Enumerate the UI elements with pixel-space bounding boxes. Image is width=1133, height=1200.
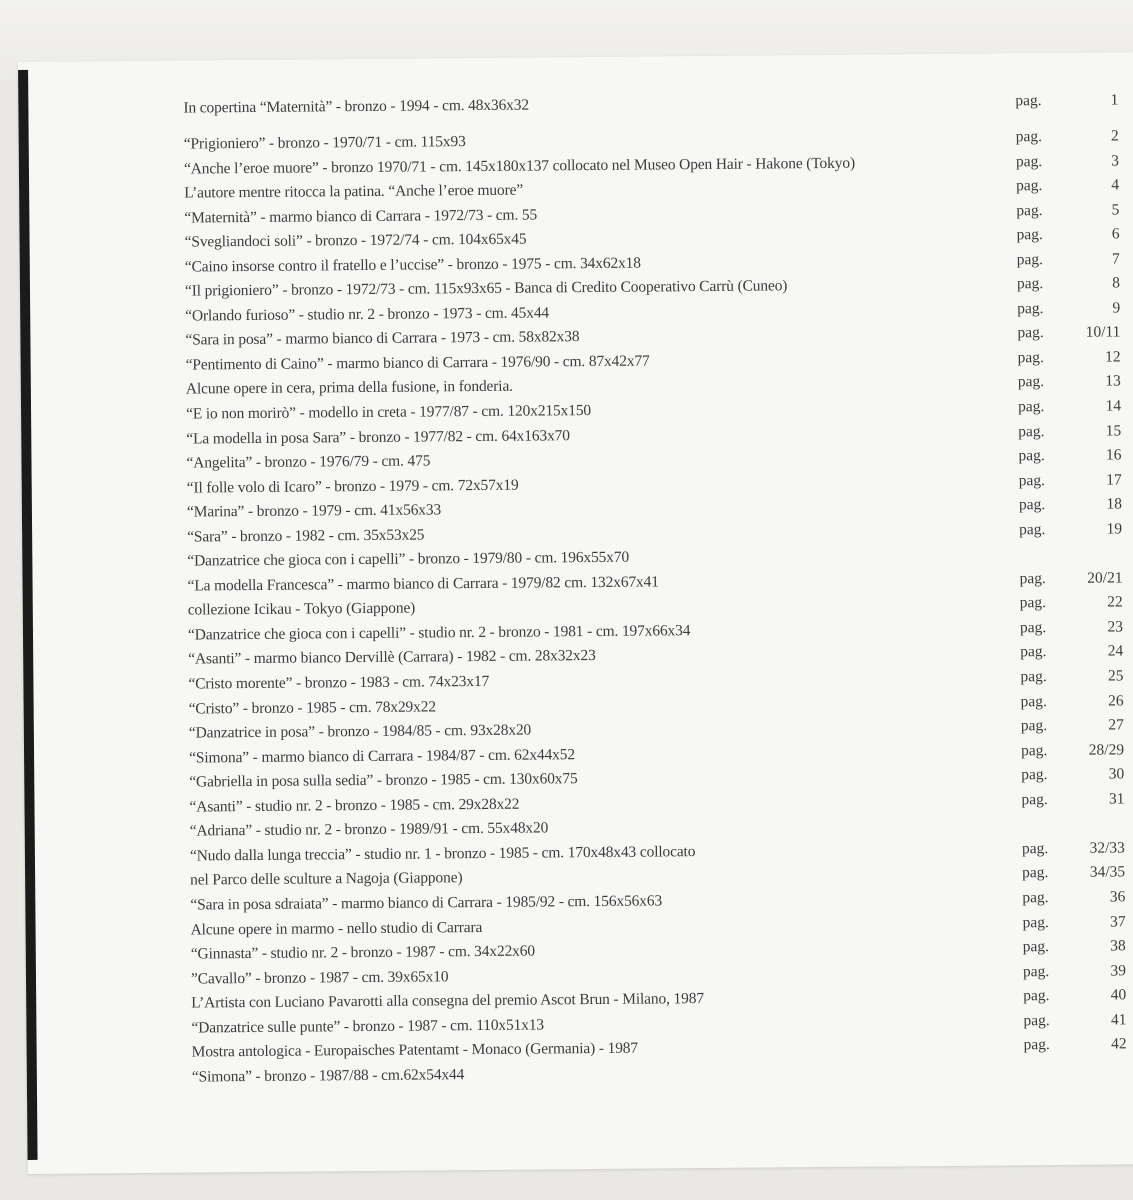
toc-entry-description: Alcune opere in cera, prima della fusione, in fonderia. [185, 378, 513, 399]
toc-pag-label: pag. [1020, 717, 1048, 735]
toc-entry-description: “Sara” - bronzo - 1982 - cm. 35x53x25 [187, 526, 425, 546]
toc-pag-label: pag. [1016, 250, 1044, 269]
toc-pag-label: pag. [1017, 348, 1044, 367]
toc-entry-description: ”Cavallo” - bronzo - 1987 - cm. 39x65x10 [190, 967, 449, 988]
toc-pag-label: pag. [1020, 668, 1047, 686]
toc-entry-description: “Danzatrice che gioca con i capelli” - studio nr. 2 - bronzo - 1981 - cm. 197x66x34 [187, 622, 691, 644]
toc-pag-label: pag. [1021, 790, 1048, 809]
binding-spine [18, 70, 38, 1160]
toc-entry-description: “Asanti” - studio nr. 2 - bronzo - 1985 - cm. 29x28x22 [189, 795, 520, 816]
toc-entry-description: “Svegliandoci soli” - bronzo - 1972/74 - cm. 104x65x45 [184, 230, 527, 251]
toc-page-number: 23 [1107, 618, 1124, 636]
catalog-page [18, 52, 1133, 1174]
toc-pag-label: pag. [1018, 447, 1045, 465]
toc-pag-label: pag. [1020, 741, 1048, 759]
toc-page-number: 7 [1111, 250, 1120, 268]
toc-pag-label: pag. [1017, 373, 1045, 391]
toc-page-number: 15 [1105, 421, 1122, 440]
toc-page-number: 16 [1105, 446, 1122, 464]
toc-pag-label: pag. [1023, 987, 1050, 1005]
toc-entry-description: “La modella Francesca” - marmo bianco di Carrara - 1979/82 cm. 132x67x41 [187, 573, 659, 595]
toc-page-number: 17 [1106, 471, 1122, 489]
toc-pag-label: pag. [1022, 888, 1049, 907]
toc-page-number: 4 [1111, 176, 1120, 194]
toc-entry-description: “Il prigioniero” - bronzo - 1972/73 - cm. 115x93x65 - Banca di Credito Cooperativo Carrù (Cuneo) [184, 277, 788, 300]
toc-pag-label: pag. [1018, 496, 1046, 514]
toc-entry-description: “Marina” - bronzo - 1979 - cm. 41x56x33 [186, 501, 442, 521]
toc-page-number: 40 [1110, 986, 1127, 1004]
toc-pag-label: pag. [1017, 299, 1044, 318]
toc-pag-label: pag. [1018, 422, 1045, 440]
toc-entry-description: “Cristo” - bronzo - 1985 - cm. 78x29x22 [188, 697, 436, 718]
toc-entry-description: “Ginnasta” - studio nr. 2 - bronzo - 1987 - cm. 34x22x60 [190, 942, 536, 963]
toc-pag-label: pag. [1022, 962, 1050, 980]
toc-entry-description: “Cristo morente” - bronzo - 1983 - cm. 74x23x17 [188, 672, 490, 693]
toc-pag-label: pag. [1022, 864, 1049, 882]
toc-page-number: 36 [1109, 888, 1126, 906]
toc-entry-description: “Simona” - bronzo - 1987/88 - cm.62x54x44 [191, 1065, 465, 1086]
toc-pag-label: pag. [1015, 92, 1042, 110]
toc-entry-description: “Il folle volo di Icaro” - bronzo - 1979 - cm. 72x57x19 [186, 476, 519, 497]
toc-entry-description: “Adriana” - studio nr. 2 - bronzo - 1989/91 - cm. 55x48x20 [189, 819, 549, 840]
toc-page-number: 3 [1111, 151, 1119, 170]
toc-page-number: 41 [1110, 1011, 1127, 1029]
toc-page-number: 20/21 [1087, 569, 1123, 587]
toc-pag-label: pag. [1023, 1011, 1050, 1029]
toc-entry-description: “Gabriella in posa sulla sedia” - bronzo - 1985 - cm. 130x60x75 [189, 770, 578, 791]
toc-page-number: 28/29 [1088, 741, 1125, 759]
toc-entry-description: L’autore mentre ritocca la patina. “Anche l’eroe muore” [184, 181, 524, 202]
toc-entry-description: Mostra antologica - Europaisches Patentamt - Monaco (Germania) - 1987 [191, 1039, 639, 1061]
toc-pag-label: pag. [1015, 128, 1043, 146]
toc-page-number: 26 [1108, 691, 1124, 710]
toc-page-number: 30 [1108, 765, 1125, 783]
toc-entry-description: “Angelita” - bronzo - 1976/79 - cm. 475 [186, 452, 431, 472]
toc-pag-label: pag. [1019, 569, 1046, 588]
toc-page-number: 31 [1108, 790, 1125, 808]
toc-pag-label: pag. [1020, 692, 1047, 710]
toc-page-number: 25 [1107, 667, 1124, 685]
toc-page-number: 1 [1110, 91, 1119, 109]
toc-entry-description: “Nudo dalla lunga treccia” - studio nr. 1 - bronzo - 1985 - cm. 170x48x43 collocato [189, 842, 696, 865]
toc-page-number: 39 [1110, 961, 1127, 980]
toc-entry-description: “Asanti” - marmo bianco Dervillè (Carrara) - 1982 - cm. 28x32x23 [188, 647, 596, 669]
toc-page-number: 19 [1106, 520, 1123, 538]
toc-page-number: 34/35 [1089, 863, 1126, 882]
toc-pag-label: pag. [1019, 618, 1047, 637]
toc-pag-label: pag. [1015, 152, 1043, 170]
toc-page-number: 42 [1111, 1035, 1127, 1053]
toc-entry-description: “Danzatrice in posa” - bronzo - 1984/85 - cm. 93x28x20 [188, 721, 532, 742]
toc-pag-label: pag. [1016, 177, 1043, 195]
toc-page-number: 32/33 [1089, 839, 1125, 857]
toc-page-number: 27 [1108, 716, 1124, 734]
toc-page-number: 37 [1109, 912, 1126, 931]
toc-pag-label: pag. [1020, 643, 1047, 661]
toc-entry-description: “Sara in posa” - marmo bianco di Carrara - 1973 - cm. 58x82x38 [185, 328, 580, 349]
toc-entry-description: “E io non morirò” - modello in creta - 1977/87 - cm. 120x215x150 [186, 402, 592, 423]
toc-entry-description: “Orlando furioso” - studio nr. 2 - bronzo - 1973 - cm. 45x44 [185, 304, 550, 325]
toc-page-number: 2 [1110, 127, 1119, 145]
toc-pag-label: pag. [1022, 938, 1050, 956]
toc-pag-label: pag. [1016, 275, 1044, 293]
toc-pag-label: pag. [1016, 226, 1043, 244]
toc-page-number: 12 [1105, 348, 1121, 366]
toc-entry-description: “Pentimento di Caino” - marmo bianco di Carrara - 1976/90 - cm. 87x42x77 [185, 352, 650, 374]
toc-entry-description: “Danzatrice che gioca con i capelli” - bronzo - 1979/80 - cm. 196x55x70 [187, 548, 630, 570]
toc-entry-description: “Sara in posa sdraiata” - marmo bianco di Carrara - 1985/92 - cm. 156x56x63 [190, 892, 663, 914]
toc-page-number: 5 [1111, 201, 1120, 219]
toc-page-number: 14 [1105, 397, 1122, 415]
toc-pag-label: pag. [1017, 324, 1044, 342]
toc-entry-description: collezione Icikau - Tokyo (Giappone) [187, 599, 416, 619]
toc-pag-label: pag. [1018, 471, 1046, 489]
toc-entry-description: nel Parco delle sculture a Nagoja (Giappone) [190, 869, 463, 889]
toc-page-number: 24 [1107, 642, 1124, 660]
toc-entry-description: “Simona” - marmo bianco di Carrara - 1984/87 - cm. 62x44x52 [189, 745, 576, 767]
toc-page-number: 13 [1105, 372, 1121, 390]
toc-pag-label: pag. [1019, 594, 1047, 612]
toc-pag-label: pag. [1021, 766, 1048, 784]
toc-pag-label: pag. [1017, 398, 1045, 416]
toc-page-number: 9 [1112, 299, 1121, 317]
table-of-contents [183, 91, 1127, 1089]
toc-page-number: 18 [1106, 495, 1122, 513]
toc-page-number: 6 [1111, 225, 1120, 243]
toc-page-number: 22 [1107, 593, 1123, 611]
toc-entry-description: “Maternità” - marmo bianco di Carrara - 1972/73 - cm. 55 [184, 206, 538, 227]
toc-pag-label: pag. [1021, 839, 1049, 858]
toc-pag-label: pag. [1022, 913, 1049, 931]
toc-entry-description: “Danzatrice sulle punte” - bronzo - 1987 - cm. 110x51x13 [191, 1016, 545, 1037]
toc-entry-description: “La modella in posa Sara” - bronzo - 1977/82 - cm. 64x163x70 [186, 426, 570, 448]
toc-pag-label: pag. [1016, 201, 1043, 219]
toc-entry-description: “Prigioniero” - bronzo - 1970/71 - cm. 115x93 [183, 133, 466, 153]
toc-page-number: 10/11 [1085, 323, 1121, 342]
toc-page-number: 8 [1112, 274, 1121, 292]
toc-entry-description: “Anche l’eroe muore” - bronzo 1970/71 - cm. 145x180x137 collocato nel Museo Open Hair - Hakone (Tokyo) [183, 154, 856, 178]
toc-page-number: 38 [1110, 937, 1126, 955]
toc-pag-label: pag. [1023, 1036, 1050, 1054]
toc-entry-description: “Caino insorse contro il fratello e l’uccise” - bronzo - 1975 - cm. 34x62x18 [184, 254, 641, 276]
toc-row [183, 92, 1118, 116]
toc-entry-description: L’Artista con Luciano Pavarotti alla consegna del premio Ascot Brun - Milano, 1987 [191, 990, 704, 1012]
toc-entry-description: Alcune opere in marmo - nello studio di Carrara [190, 918, 483, 939]
toc-entry-description: In copertina “Maternità” - bronzo - 1994 - cm. 48x36x32 [183, 96, 530, 117]
toc-pag-label: pag. [1019, 520, 1046, 539]
